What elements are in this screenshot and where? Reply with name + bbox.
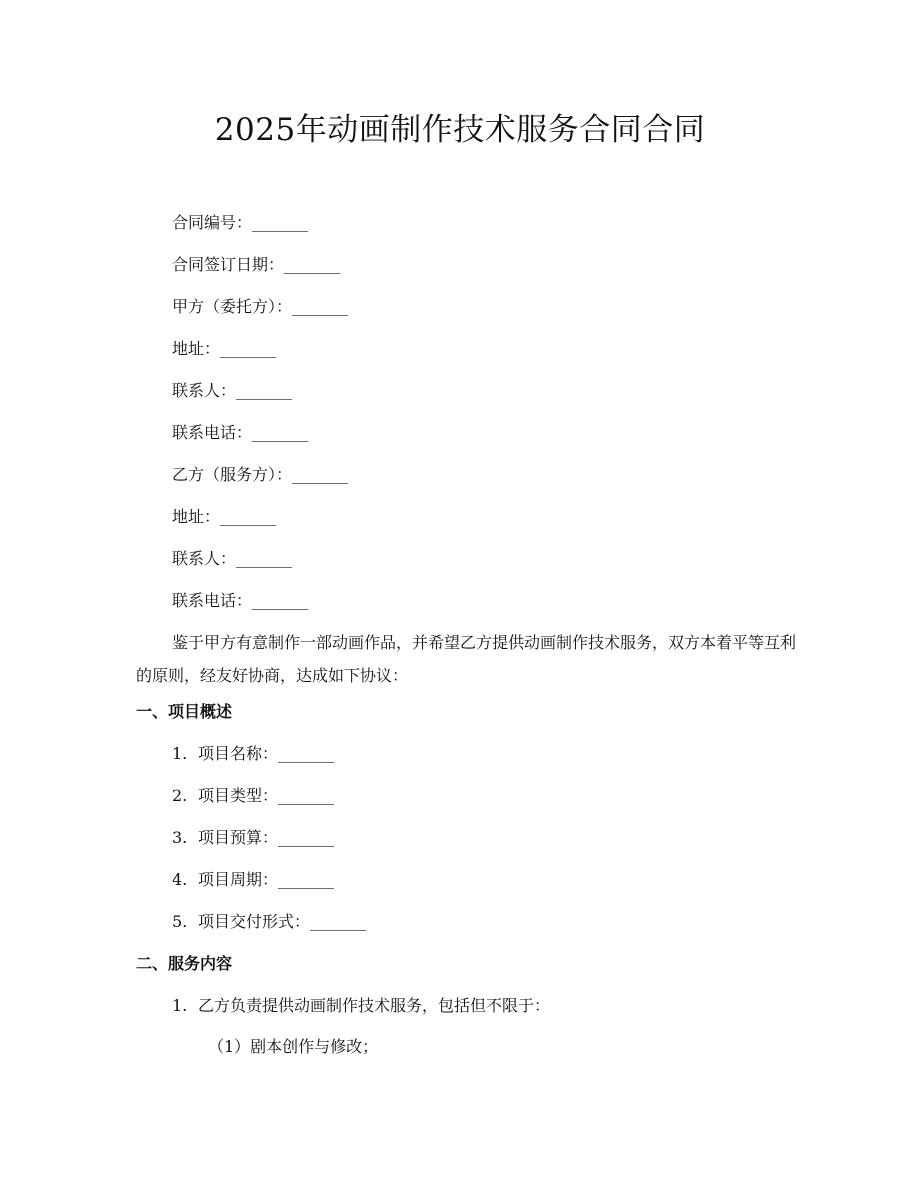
list-item-text: 乙方负责提供动画制作技术服务，包括但不限于： [198, 996, 551, 1015]
list-item-number: 3. [172, 828, 188, 847]
list-item-number: 5. [172, 912, 188, 931]
field-party-a-contact: 联系人：_______ [172, 381, 293, 400]
list-item-text: 项目类型：_______ [198, 786, 335, 805]
field-party-b-contact: 联系人：_______ [172, 549, 293, 568]
field-party-b: 乙方（服务方）：_______ [172, 465, 349, 484]
sub-list-item: （1）剧本创作与修改； [208, 1037, 379, 1056]
list-item [172, 995, 550, 1017]
list-item [172, 911, 366, 933]
list-item-number: 4. [172, 870, 188, 889]
section-heading-overview: 一、项目概述 [136, 702, 233, 721]
field-contract-number: 合同编号：_______ [172, 213, 309, 232]
list-item-number: 1. [172, 744, 188, 763]
field-party-b-address: 地址：_______ [172, 507, 277, 526]
field-party-a: 甲方（委托方）：_______ [172, 297, 349, 316]
list-item [172, 785, 334, 807]
list-item-text: 项目名称：_______ [198, 744, 335, 763]
list-item-text: 项目预算：_______ [198, 828, 335, 847]
field-party-a-phone: 联系电话：_______ [172, 423, 309, 442]
field-party-b-phone: 联系电话：_______ [172, 591, 309, 610]
section-heading-services: 二、服务内容 [136, 954, 233, 973]
list-item-number: 2. [172, 786, 188, 805]
list-item-text: 项目交付形式：_______ [198, 912, 367, 931]
field-party-a-address: 地址：_______ [172, 339, 277, 358]
list-item [172, 827, 334, 849]
document-title: 2025年动画制作技术服务合同合同 [214, 112, 706, 148]
field-sign-date: 合同签订日期：_______ [172, 255, 341, 274]
list-item [172, 743, 334, 765]
list-item-number: 1. [172, 996, 188, 1015]
list-item-text: 项目周期：_______ [198, 870, 335, 889]
preamble-paragraph: 鉴于甲方有意制作一部动画作品，并希望乙方提供动画制作技术服务，双方本着平等互利的原则，经友好协商，达成如下协议： [136, 633, 797, 685]
list-item [172, 869, 334, 891]
